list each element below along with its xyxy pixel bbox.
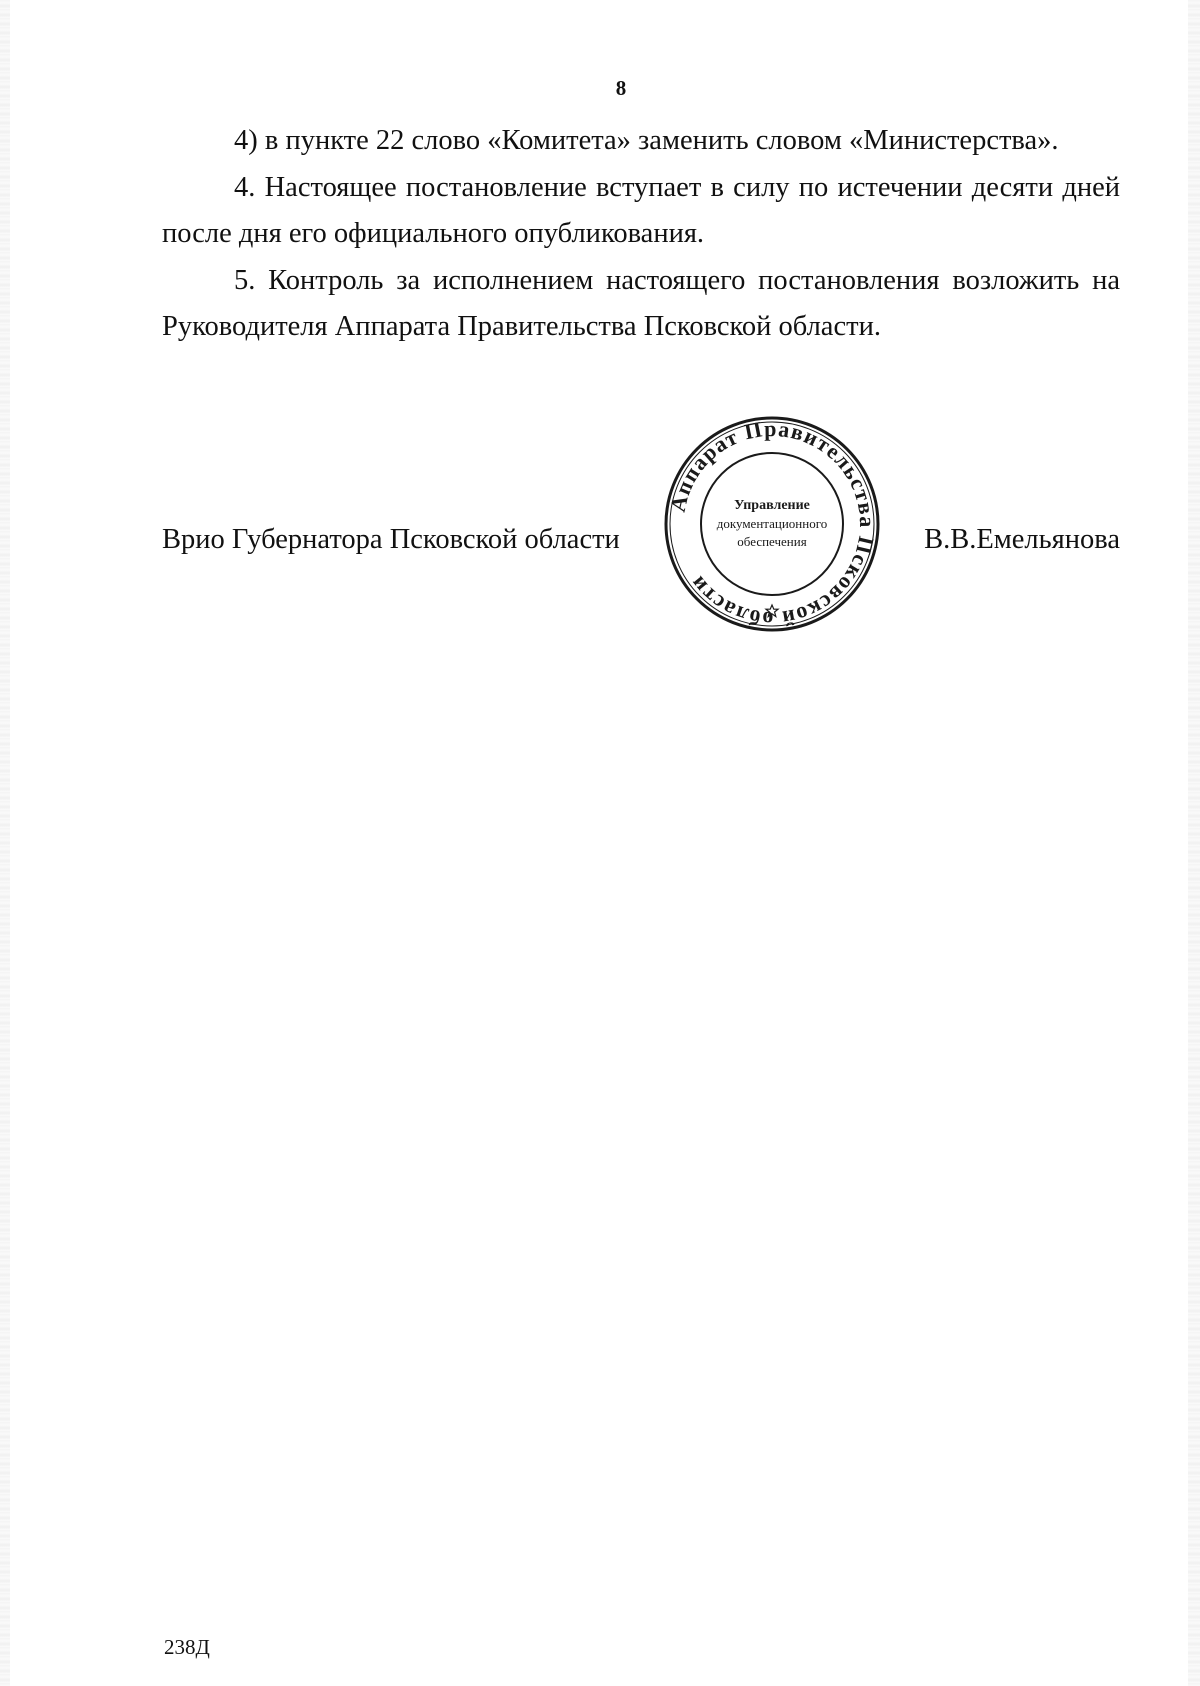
paragraph-control: 5. Контроль за исполнением настоящего постановления возложить на Руководителя Аппарата Правительства Псковской области. — [162, 265, 1120, 342]
document-code: 238Д — [164, 1635, 210, 1659]
document-body — [162, 118, 1120, 351]
page-number: 8 — [615, 76, 627, 100]
paragraph-item-4: 4) в пункте 22 слово «Комитета» заменить словом «Министерства». — [234, 125, 1059, 156]
seal-outer-text: Аппарат Правительства Псковской области — [664, 415, 881, 633]
scan-edge-right — [1188, 0, 1200, 1686]
seal-inner-line-1: Управление — [734, 498, 810, 513]
signature-block — [162, 520, 1120, 560]
official-seal — [661, 413, 883, 635]
signatory-name: В.В.Емельянова — [924, 524, 1120, 555]
paragraph-entry-into-force: 4. Настоящее постановление вступает в силу по истечении десяти дней после дня его официального опубликования. — [162, 172, 1120, 249]
seal-graphic — [661, 413, 883, 635]
seal-inner-line-3: обеспечения — [737, 534, 807, 549]
signatory-title: Врио Губернатора Псковской области — [162, 524, 620, 555]
scan-edge-left — [0, 0, 10, 1686]
seal-inner-line-2: документационного — [716, 516, 828, 531]
